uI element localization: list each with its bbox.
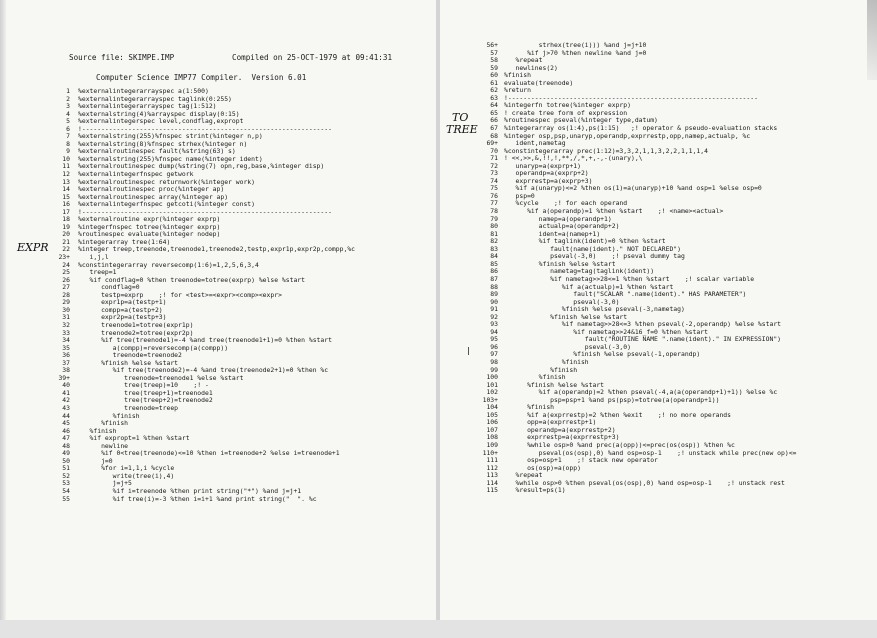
line-number: 46 [62,426,70,435]
line-code: !----------------------------------------------------------------- [78,124,332,133]
line-number: 98 [490,357,498,366]
line-code: %finish [504,403,555,412]
line-code: evaluate(treenode) [504,78,574,87]
line-number: 72 [490,161,498,170]
line-code: expr2p=a(testp+3) [78,313,167,322]
line-number: 93 [490,320,498,329]
line-number: 100 [486,373,498,382]
line-number: 99 [490,365,498,374]
line-code: treep=1 [78,268,117,277]
line-code: pseval(-3,0) ;! pseval dummy tag [504,252,685,261]
line-code: %while osp>0 %then pseval(os(osp),0) %and osp=osp-1 ;! unstack rest [504,478,785,487]
line-number: 21 [62,237,70,246]
line-code: %if a(unaryp)<=2 %then os(1)=a(unaryp)+10 %and osp=1 %else osp=0 [504,184,762,193]
line-code: %integerfn totree(%integer exprp) [504,101,631,110]
line-code: namep=a(operandp+1) [504,214,612,223]
line-code: %if j>70 %then newline %and j=0 [504,48,647,57]
line-number: 73 [490,169,498,178]
line-number: 115 [486,486,498,495]
page-edge-shadow [0,0,6,638]
line-number: 11 [62,162,70,171]
line-number: 109 [486,440,498,449]
line-number: 47 [62,434,70,443]
line-code: !----------------------------------------------------------------- [504,93,758,102]
line-code: j=j+5 [78,479,132,488]
line-number: 15 [62,192,70,201]
line-code: ! create tree form of expression [504,108,628,117]
line-code: %finish [504,365,578,374]
line-code: %finish %else %start [78,358,179,367]
line-code: testp=exprp ;! for <test>=<expr><comp><expr> [78,290,282,299]
line-code: !----------------------------------------------------------------- [78,207,332,216]
line-number: 55 [62,494,70,503]
compiler-title: Computer Science IMP77 Compiler. Version 6.01 [96,73,307,82]
line-code: %constintegerarray reversecomp(1:6)=1,2,5,6,3,4 [78,260,259,269]
line-number: 50 [62,456,70,465]
line-number: 95 [490,335,498,344]
line-number: 82 [490,237,498,246]
line-number: 4 [66,109,70,118]
line-code: strhex(tree(i))) %and j=j+10 [504,41,647,49]
line-number: 101 [486,380,498,389]
line-code: %if 0<tree(treenode)<=10 %then i=treenode+2 %else i=treenode+1 [78,449,340,458]
line-number: 7 [66,132,70,141]
line-number: 38 [62,366,70,375]
line-number: 51 [62,464,70,473]
margin-note-expr: EXPR [17,241,49,254]
line-number: 80 [490,222,498,231]
line-code: unaryp=a(exprp+1) [504,161,581,170]
line-code: %finish [78,426,117,435]
line-code: %for i=1,1,i %cycle [78,464,175,473]
line-number: 67 [490,124,498,133]
line-number: 40 [62,381,70,390]
line-code: %externalintegerspec level,condflag,expropt [78,117,244,126]
line-code: %if nametag>>28<=3 %then pseval(-2,operandp) %else %start [504,320,782,329]
line-number: 110+ [482,448,498,457]
line-code: tree(treep)=10 ;! - [78,381,209,390]
line-code: fault("SCALAR ".name(ident)." HAS PARAMETER") [504,290,747,299]
line-number: 42 [62,396,70,405]
line-code: %if a(operandp)=2 %then pseval(-4,a(a(operandp+1)+1)) %else %c [504,388,778,397]
line-number: 91 [490,305,498,314]
line-number: 83 [490,244,498,253]
line-number: 36 [62,351,70,360]
line-number: 34 [62,336,70,345]
scan-bottom-border [0,620,877,638]
line-code: %if expropt=1 %then %start [78,434,190,443]
line-code: condflag=0 [78,283,140,292]
line-code: treenode=treenode2 [78,351,182,360]
code-line [480,65,875,73]
line-code: compp=a(testp+2) [78,305,163,314]
line-number: 86 [490,267,498,276]
left-code-listing [48,88,436,503]
line-code: %integerfnspec totree(%integer exprp) [78,222,221,231]
line-code: treenode1=totree(expr1p) [78,320,194,329]
line-code: %finish %else %start [504,380,605,389]
line-code: tree(treep+1)=treenode1 [78,388,213,397]
line-code: %if nametag>>24&16_f=0 %then %start [504,327,708,336]
code-line [480,80,875,88]
line-number: 92 [490,312,498,321]
line-number: 75 [490,184,498,193]
line-number: 70 [490,146,498,155]
line-number: 62 [490,86,498,95]
line-code: %externalintegerfnspec getcoti(%integer const) [78,200,255,209]
line-code: %integer treep,treenode,treenode1,treenode2,testp,expr1p,expr2p,compp,%c [78,245,356,254]
line-number: 89 [490,290,498,299]
line-code: %if a(actualp)=1 %then %start [504,282,674,291]
line-number: 59 [490,63,498,72]
line-number: 9 [66,147,70,156]
line-number: 60 [490,71,498,80]
line-code: %if a(operandp)=1 %then %start ;! <name><actual> [504,207,724,216]
line-number: 103+ [482,395,498,404]
line-code: %if tree(treenode2)=-4 %and tree(treenode2+1)=0 %then %c [78,366,329,375]
line-code: %externalstring(8)%fnspec strhex(%integer n) [78,139,248,148]
line-number: 43 [62,403,70,412]
line-number: 76 [490,191,498,200]
line-code: %routinespec evaluate(%integer nodep) [78,230,221,239]
line-code: %finish [504,357,589,366]
line-code: actualp=a(operandp+2) [504,222,620,231]
line-code: %externalintegerarrayspec a(1:500) [78,87,209,95]
line-code: j=0 [78,456,113,465]
line-number: 79 [490,214,498,223]
line-number: 90 [490,297,498,306]
line-number: 106 [486,418,498,427]
line-code: pseval(-3,0) [504,342,631,351]
line-number: 16 [62,200,70,209]
line-number: 56+ [486,41,498,49]
line-number: 1 [66,87,70,95]
line-number: 10 [62,154,70,163]
code-line [480,185,875,193]
line-code: %if tree(treenode1)=-4 %and tree(treenode1+1)=0 %then %start [78,336,332,345]
line-code: %if nametag>>28<=1 %then %start ;! scalar variable [504,274,755,283]
line-code: %finish [78,419,129,428]
line-number: 114 [486,478,498,487]
line-code: osp=osp+1 ;! stack new operator [504,456,658,465]
line-number: 69+ [486,139,498,148]
line-code: %externalroutinespec dump(%string(7) opn,reg,base,%integer disp) [78,162,325,171]
line-number: 35 [62,343,70,352]
line-number: 53 [62,479,70,488]
line-number: 77 [490,199,498,208]
line-number: 58 [490,56,498,65]
line-number: 13 [62,177,70,186]
line-code: %finish [504,373,566,382]
source-file-label: Source file: SKIMPE.IMP [69,53,175,62]
line-code: operandp=a(exprrestp+2) [504,425,616,434]
left-page [0,0,438,620]
code-line [480,487,875,495]
line-number: 52 [62,471,70,480]
line-number: 61 [490,78,498,87]
line-code: %finish %else pseval(-3,nametag) [504,305,685,314]
line-number: 87 [490,274,498,283]
right-page [440,0,877,620]
line-number: 37 [62,358,70,367]
line-number: 2 [66,94,70,103]
line-number: 12 [62,170,70,179]
right-code-listing [480,42,875,495]
line-number: 25 [62,268,70,277]
line-number: 84 [490,252,498,261]
code-line [48,496,436,504]
line-code: write(tree(i),4) [78,471,175,480]
line-number: 81 [490,229,498,238]
line-code: %finish [504,71,531,80]
line-number: 17 [62,207,70,216]
line-number: 23+ [58,253,70,262]
line-code: %externalroutinespec returnwork(%integer work) [78,177,255,186]
line-number: 68 [490,131,498,140]
line-number: 94 [490,327,498,336]
line-number: 27 [62,283,70,292]
line-code: %integer osp,psp,unaryp,operandp,exprrestp,opp,namep,actualp, %c [504,131,751,140]
line-code: exprrestp=a(exprrestp+3) [504,433,620,442]
line-number: 18 [62,215,70,224]
line-code: operandp=a(exprp+2) [504,169,589,178]
line-number: 8 [66,139,70,148]
line-code: treenode=treep [78,403,179,412]
line-code: %externalintegerfnspec getwork [78,170,194,179]
line-code: fault(name(ident)." NOT DECLARED") [504,244,681,253]
line-number: 88 [490,282,498,291]
line-code: %finish %else pseval(-1,operandp) [504,350,701,359]
line-code: %if tree(i)=-3 %then i=i+1 %and print string(" ". %c [78,494,317,503]
line-code: %while osp>0 %and prec(a(opp))<=prec(os(osp)) %then %c [504,440,735,449]
line-code: %routinespec pseval(%integer type,datum) [504,116,658,125]
line-code: fault("ROUTINE NAME ".name(ident)." IN EXPRESSION") [504,335,782,344]
line-code: psp=0 [504,191,535,200]
line-code: i,j,l [78,253,109,262]
compiled-date-label: Compiled on 25-OCT-1979 at 09:41:31 [232,53,393,62]
line-code: treenode2=totree(expr2p) [78,328,194,337]
line-code: %if i=treenode %then print string("*") %and j=j+1 [78,486,302,495]
line-number: 31 [62,313,70,322]
line-number: 5 [66,117,70,126]
line-number: 24 [62,260,70,269]
line-code: %cycle ;! for each operand [504,199,628,208]
line-code: %externalroutinespec array(%integer ap) [78,192,229,201]
line-number: 63 [490,93,498,102]
line-number: 74 [490,176,498,185]
line-code: %externalstring(255)%fnspec name(%integer ident) [78,154,263,163]
line-code: %repeat [504,56,543,65]
line-code: %externalroutinespec proc(%integer ap) [78,185,225,194]
line-number: 54 [62,486,70,495]
line-number: 108 [486,433,498,442]
line-code: opp=a(exprrestp+1) [504,418,597,427]
line-number: 112 [486,463,498,472]
line-code: tree(treep+2)=treenode2 [78,396,213,405]
line-number: 85 [490,259,498,268]
line-number: 41 [62,388,70,397]
line-number: 30 [62,305,70,314]
line-number: 39+ [58,373,70,382]
line-code: ident,nametag [504,139,566,148]
line-number: 111 [486,456,498,465]
line-code: %finish [78,411,140,420]
line-code: nametag=tag(taglink(ident)) [504,267,655,276]
line-code: newline [78,441,129,450]
line-number: 26 [62,275,70,284]
line-number: 33 [62,328,70,337]
line-code: %if condflag=0 %then treenode=totree(exprp) %else %start [78,275,306,284]
line-code: expr1p=a(testp+1) [78,298,167,307]
line-code: %result=ps(1) [504,486,566,495]
line-code: %integerarray tree(1:64) [78,237,171,246]
line-number: 71 [490,154,498,163]
line-code: treenode=treenode1 %else %start [78,373,244,382]
line-code: a(compp)=reversecomp(a(compp)) [78,343,229,352]
line-number: 57 [490,48,498,57]
line-code: os(osp)=a(opp) [504,463,581,472]
line-code: %constintegerarray prec(1:12)=3,3,2,1,1,3,2,2,1,1,1,4 [504,146,708,155]
line-code: %finish %else %start [504,312,628,321]
line-number: 45 [62,419,70,428]
line-code: %return [504,86,531,95]
line-code: %integerarray os(1:4),ps(1:15) ;! operator & pseudo-evaluation stacks [504,124,778,133]
line-number: 29 [62,298,70,307]
line-number: 6 [66,124,70,133]
line-code: exprrestp=a(exprp+3) [504,176,593,185]
line-number: 97 [490,350,498,359]
line-code: %externalintegerarrayspec taglink(0:255) [78,94,232,103]
line-number: 19 [62,222,70,231]
line-code: %repeat [504,471,543,480]
line-code: %externalintegerarrayspec tag(1:512) [78,102,217,111]
line-number: 48 [62,441,70,450]
line-number: 96 [490,342,498,351]
line-code: %externalstring(255)%fnspec strint(%integer n,p) [78,132,263,141]
margin-mark [468,347,469,355]
line-code: %externalstring(4)%arrayspec display(0:15) [78,109,240,118]
line-code: %if a(exprrestp)=2 %then %exit ;! no more operands [504,410,732,419]
line-number: 44 [62,411,70,420]
line-code: %externalroutine expr(%integer exprp) [78,215,221,224]
line-number: 105 [486,410,498,419]
line-number: 3 [66,102,70,111]
line-number: 104 [486,403,498,412]
line-number: 20 [62,230,70,239]
line-code: psp=psp+1 %and ps(psp)=totree(a(operandp+1)) [504,395,720,404]
line-number: 113 [486,471,498,480]
margin-note-to: TO [452,111,469,124]
margin-note-tree: TREE [446,123,478,136]
line-number: 66 [490,116,498,125]
line-number: 102 [486,388,498,397]
line-code: %externalroutinespec fault(%string(63) s) [78,147,236,156]
line-code: %if taglink(ident)=0 %then %start [504,237,666,246]
line-code: newlines(2) [504,63,558,72]
line-number: 28 [62,290,70,299]
line-number: 14 [62,185,70,194]
line-code: pseval(-3,0) [504,297,620,306]
line-code: ident=a(namep+1) [504,229,601,238]
line-number: 49 [62,449,70,458]
line-number: 65 [490,108,498,117]
line-code: pseval(os(osp),0) %and osp=osp-1 ;! unstack while prec(new op)<= [504,448,797,457]
line-number: 64 [490,101,498,110]
line-number: 32 [62,320,70,329]
line-number: 107 [486,425,498,434]
line-number: 22 [62,245,70,254]
line-number: 78 [490,207,498,216]
line-code: %finish %else %start [504,259,616,268]
line-code: ! <<,>>,&,!!,!,**,/,*,+,-,-(unary),\ [504,154,643,163]
